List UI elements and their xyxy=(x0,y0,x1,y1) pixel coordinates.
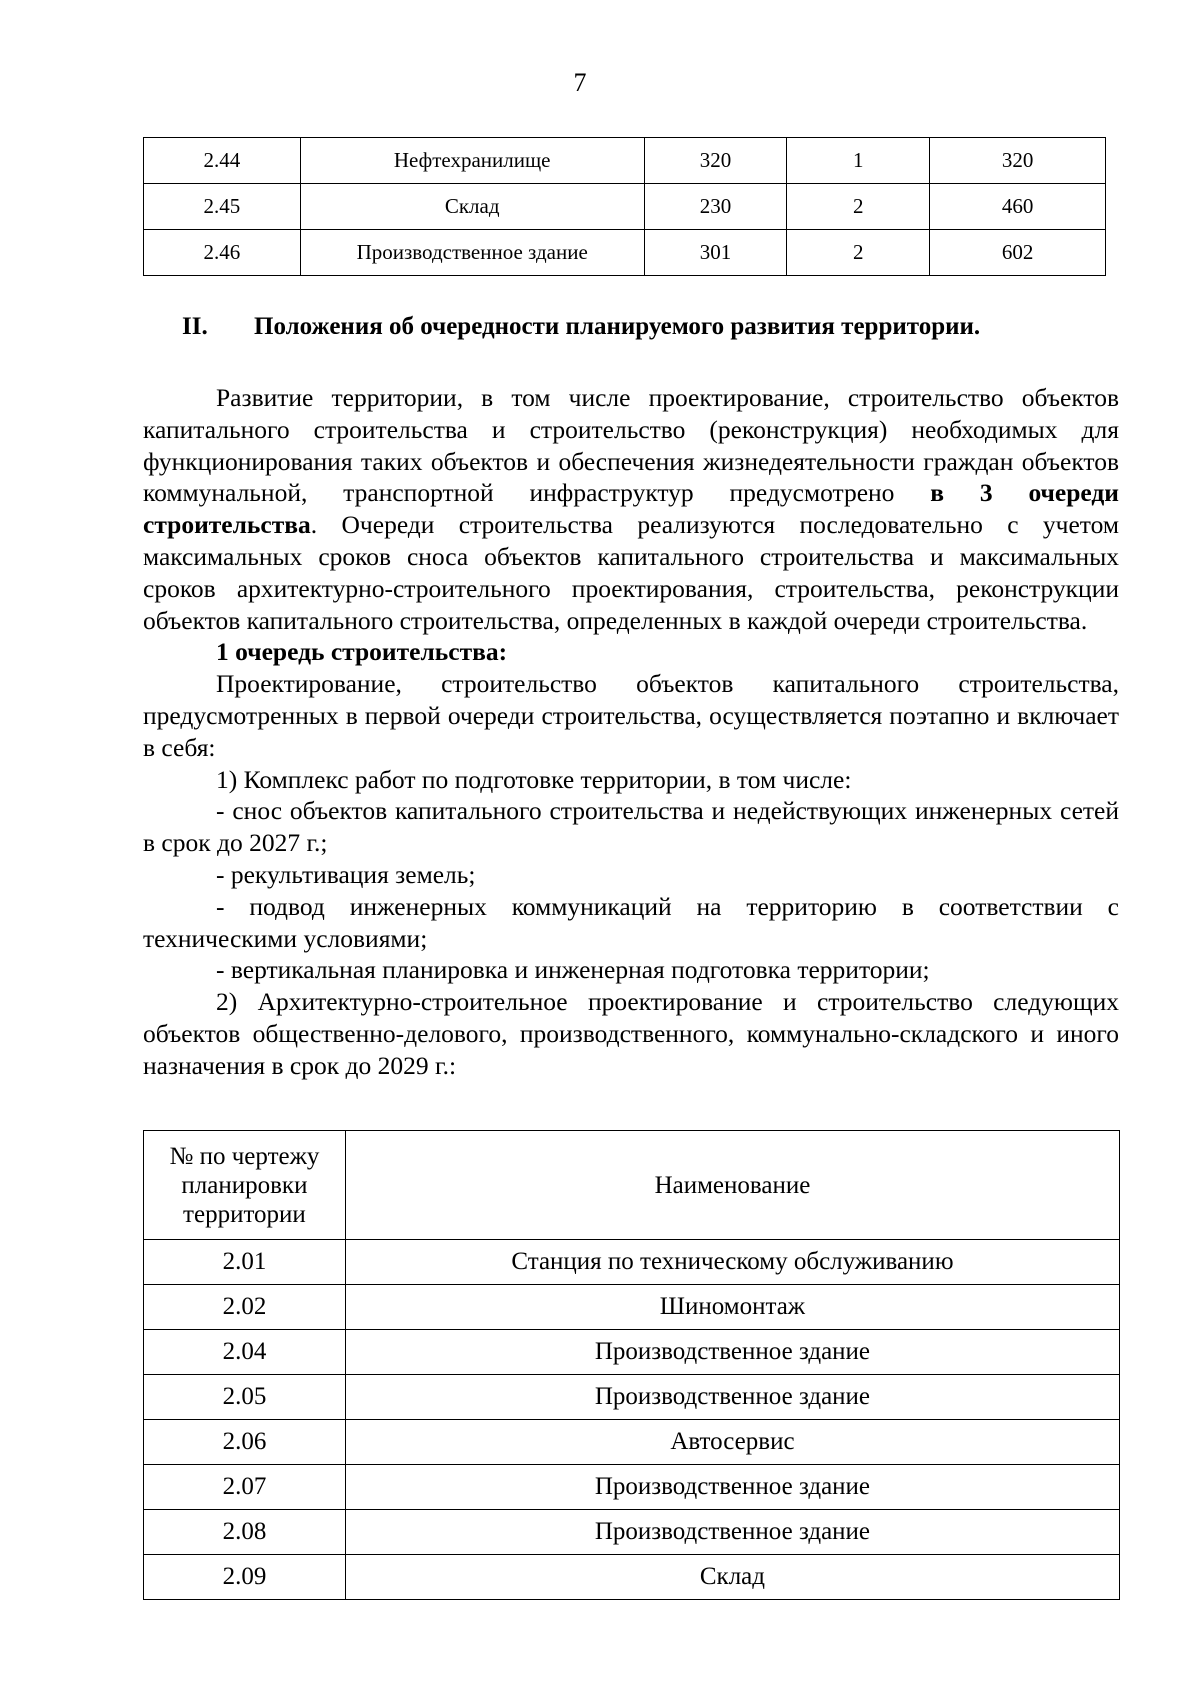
table-cell: 2.07 xyxy=(144,1465,346,1510)
table-cell: 301 xyxy=(644,230,787,276)
page-number: 7 xyxy=(573,68,587,97)
table-row xyxy=(144,1555,1120,1600)
table-header-row xyxy=(144,1131,1120,1240)
table-cell: 2.05 xyxy=(144,1375,346,1420)
section-number: II. xyxy=(182,313,208,340)
table-row xyxy=(144,138,1106,184)
body-text xyxy=(143,382,1119,1082)
table-cell: Шиномонтаж xyxy=(345,1285,1119,1330)
table-cell: 2.02 xyxy=(144,1285,346,1330)
bold-stages: в 3 очереди строительства xyxy=(143,478,1119,540)
table-cell: 2.45 xyxy=(144,184,301,230)
table-cell: Производственное здание xyxy=(345,1465,1119,1510)
table-row xyxy=(144,230,1106,276)
table-cell: 230 xyxy=(644,184,787,230)
table-row xyxy=(144,1510,1120,1555)
table-row xyxy=(144,1285,1120,1330)
table-cell: 2.44 xyxy=(144,138,301,184)
table-cell: 2.06 xyxy=(144,1420,346,1465)
table-cell: 2.04 xyxy=(144,1330,346,1375)
section-title: Положения об очередности планируемого развития территории. xyxy=(254,313,981,340)
table-cell: 320 xyxy=(644,138,787,184)
objects-table-continued xyxy=(143,137,1106,276)
table-row xyxy=(144,1240,1120,1285)
bullet-grading: - вертикальная планировка и инженерная подготовка территории; xyxy=(216,955,930,985)
table-cell: Производственное здание xyxy=(345,1510,1119,1555)
table-cell: Склад xyxy=(345,1555,1119,1600)
bullet-utilities: - подвод инженерных коммуникаций на территорию в соответствии с техническими условиями; xyxy=(143,891,1119,953)
table-cell: 2 xyxy=(787,230,930,276)
table-row xyxy=(144,1330,1120,1375)
table-cell: 2 xyxy=(787,184,930,230)
table-cell: Производственное здание xyxy=(300,230,644,276)
table-cell: Станция по техническому обслуживанию xyxy=(345,1240,1119,1285)
table-cell: Автосервис xyxy=(345,1420,1119,1465)
table-row xyxy=(144,184,1106,230)
table-cell: Производственное здание xyxy=(345,1330,1119,1375)
bullet-recultivation: - рекультивация земель; xyxy=(216,859,476,889)
table-row xyxy=(144,1420,1120,1465)
section-heading xyxy=(182,313,980,341)
stage1-heading: 1 очередь строительства: xyxy=(216,637,508,667)
header-number: № по чертежу планировки территории xyxy=(144,1131,346,1240)
table-cell: 2.09 xyxy=(144,1555,346,1600)
table-cell: 602 xyxy=(930,230,1106,276)
table-cell: 2.01 xyxy=(144,1240,346,1285)
paragraph-stage1: Проектирование, строительство объектов капитального строительства, предусмотренных в первой очереди строительства, осуществляется поэтапно и включает в себя: xyxy=(143,669,1119,762)
list-item-2: 2) Архитектурно-строительное проектирование и строительство следующих объектов общественно-делового, производственного, коммунально-складского и иного назначения в срок до 2029 г.: xyxy=(143,987,1119,1080)
table-cell: 2.08 xyxy=(144,1510,346,1555)
list-item-1: 1) Комплекс работ по подготовке территории, в том числе: xyxy=(216,764,852,794)
paragraph-development: Развитие территории, в том числе проектирование, строительство объектов капитального строительства и строительство (реконструкция) необходимых для функционирования таких объектов и обеспечения жизнедеятельности граждан объектов коммунальной, транспортной инфраструктур предусмотрено в 3 очереди строительства. Очереди строительства реализуются последовательно с учетом максимальных сроков сноса объектов капитального строительства и максимальных сроков архитектурно-строительного проектирования, строительства, реконструкции объектов капитального строительства, определенных в каждой очереди строительства. xyxy=(143,383,1119,635)
table-cell: Нефтехранилище xyxy=(300,138,644,184)
table-cell: Производственное здание xyxy=(345,1375,1119,1420)
stage1-objects-table xyxy=(143,1130,1120,1600)
header-name: Наименование xyxy=(345,1131,1119,1240)
table-row xyxy=(144,1465,1120,1510)
bullet-demolition: - снос объектов капитального строительства и недействующих инженерных сетей в срок до 2027 г.; xyxy=(143,796,1119,858)
table-cell: Склад xyxy=(300,184,644,230)
table-row xyxy=(144,1375,1120,1420)
table-cell: 320 xyxy=(930,138,1106,184)
table-cell: 2.46 xyxy=(144,230,301,276)
table-cell: 1 xyxy=(787,138,930,184)
table-cell: 460 xyxy=(930,184,1106,230)
